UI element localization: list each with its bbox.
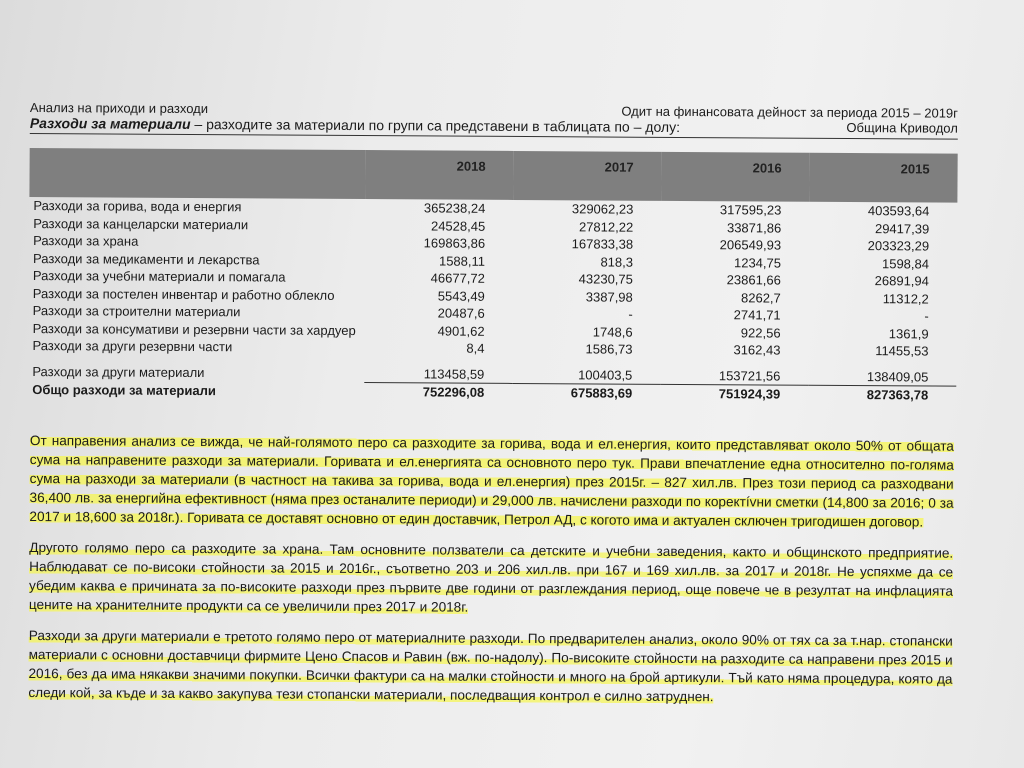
- cell-value: 1234,75: [733, 255, 782, 271]
- paragraph-food-analysis: [27, 537, 955, 619]
- cell-value: -: [628, 306, 633, 322]
- total-value: 827363,78: [808, 385, 956, 404]
- row-label: Разходи за строителни материали: [32, 303, 241, 320]
- year-header: 2016: [661, 152, 809, 202]
- cell-value: 167833,38: [571, 236, 634, 252]
- cell-value: 4901,62: [437, 323, 485, 339]
- row-label: Разходи за консумативи и резервни части за хардуер: [32, 320, 356, 338]
- highlighted-text: Разходи за други материали е третото голямо перо от материалните разходи. По предварителен анализ, около 90% от тях са за т.нар. стопански материали с основни доставчици фирмите Цено Спасов и Равин (вж. по-надолу). По-високите стойности на разходите са направени през 2015 и 2016, без да има някакви значими покупки. Всички фактури са на малки стойности и много на брой артикули. Тъй като няма процедура, която да следи кой, за къде и за какво закупува тези стопански материали, последващия контрол е силно затруднен.: [28, 627, 953, 704]
- total-value: 675883,69: [512, 383, 660, 402]
- table-header-row: [29, 148, 957, 203]
- cell-value: 1361,9: [888, 326, 929, 342]
- row-label: Разходи за храна: [33, 233, 139, 249]
- paragraph-fuel-analysis: [27, 430, 956, 531]
- cell-value: 100403,5: [578, 367, 633, 383]
- year-header: 2015: [809, 153, 957, 203]
- cell-value: 3162,43: [733, 342, 781, 358]
- total-value: 751924,39: [660, 384, 808, 403]
- cell-value: 20487,6: [437, 305, 485, 322]
- cell-value: 27812,22: [578, 219, 634, 235]
- cell-value: 46677,72: [430, 270, 485, 287]
- document-content: [26, 100, 958, 707]
- cell-value: 138409,05: [866, 368, 929, 385]
- cell-value: 43230,75: [578, 271, 633, 287]
- cell-value: 113458,59: [423, 366, 485, 382]
- materials-expense-table: [28, 148, 958, 404]
- cell-value: 26891,94: [874, 273, 929, 289]
- cell-value: 1588,11: [438, 253, 486, 269]
- cell-value: 1748,6: [592, 324, 633, 340]
- cell-value: 8262,7: [740, 290, 781, 306]
- total-value: 752296,08: [364, 383, 512, 402]
- cell-value: 8,4: [466, 340, 485, 357]
- cell-value: 11455,53: [875, 343, 929, 359]
- cell-value: -: [924, 308, 929, 324]
- highlighted-text: Другото голямо перо са разходите за храна. Там основните ползватели са детските и учебни заведения, както и общинското предприятие. Наблюдават се по-високи стойности за 2015 и 2016г., съответно 203 и 206 хил.лв. при 167 и 169 хил.лв. за 2017 и 2018г. Не успяхме да се убедим каква е причината за по-високите разходи през първите две години от разглеждания период, още повече че в резултат на инфлацията цените на хранителните продукти са се увеличили през 2017 и 2018г.: [28, 539, 954, 615]
- cell-value: 3387,98: [585, 289, 633, 305]
- section-title-rest: – разходите за материали по групи са представени в таблицата по – долу:: [190, 115, 681, 135]
- cell-value: 5543,49: [437, 288, 485, 304]
- cell-value: 329062,23: [571, 201, 634, 217]
- cell-value: 11312,2: [882, 290, 929, 307]
- header-left: Анализ на приходи и разходи: [29, 100, 209, 117]
- section-title: [30, 115, 680, 135]
- highlighted-text: От направения анализ се вижда, че най-голямото перо са разходите за горива, вода и ел.енергия, които представляват около 50% от общата сума на направените разходи за материали. Горивата и ел.енергията са основното перо тук. Прави впечатление една относително по-голяма сума на разходи за материали (в частност на такива за горива, вода и ел.енергия) през 2015г. – 827 хил.лв. През този период са разходвани 36,400 лв. за енергийна ефективност (няма през останалите периоди) и 29,000 лв. начислени разходи по коректívни сметки (14,800 за 2016; 0 за 2017 и 18,600 за 2018г.). Горивата се доставят основно от един доставчик, Петрол АД, с когото има и актуален сключен тригодишен договор.: [29, 432, 954, 529]
- cell-value: 29417,39: [874, 220, 930, 237]
- row-label: Разходи за медикаменти и лекарства: [32, 250, 260, 268]
- cell-value: 922,56: [740, 325, 781, 341]
- cell-value: 153721,56: [718, 367, 781, 384]
- total-label: Общо разходи за материали: [32, 382, 216, 399]
- cell-value: 24528,45: [430, 218, 486, 234]
- paragraph-other-materials: [26, 625, 954, 707]
- row-label: Разходи за учебни материали и помагала: [32, 268, 286, 285]
- cell-value: 23861,66: [726, 272, 781, 288]
- cell-value: 169863,86: [423, 235, 486, 252]
- cell-value: 33871,86: [726, 220, 782, 236]
- organization-name: Община Криводол: [846, 119, 958, 136]
- row-label: Разходи за други резервни части: [32, 338, 233, 355]
- cell-value: 2741,71: [733, 307, 781, 323]
- year-header: 2018: [365, 150, 513, 200]
- cell-value: 1586,73: [585, 341, 633, 357]
- year-header: 2017: [513, 151, 661, 201]
- row-label: Разходи за постелен инвентар и работно облекло: [32, 285, 335, 303]
- header-right: Одит на финансовата дейност за периода 2015 – 2019г: [621, 103, 958, 121]
- row-label: Разходи за горива, вода и енергия: [33, 198, 242, 215]
- row-label: Разходи за други материали: [32, 364, 205, 381]
- cell-value: 1598,84: [881, 255, 930, 272]
- cell-value: 818,3: [600, 254, 634, 270]
- cell-value: 203323,29: [867, 238, 930, 254]
- section-title-bold: Разходи за материали: [29, 114, 191, 132]
- table-header-label: [29, 148, 365, 199]
- cell-value: 365238,24: [423, 200, 486, 217]
- cell-value: 206549,93: [719, 237, 782, 253]
- cell-value: 403593,64: [867, 203, 930, 219]
- row-label: Разходи за канцеларски материали: [33, 215, 249, 233]
- cell-value: 317595,23: [719, 202, 782, 218]
